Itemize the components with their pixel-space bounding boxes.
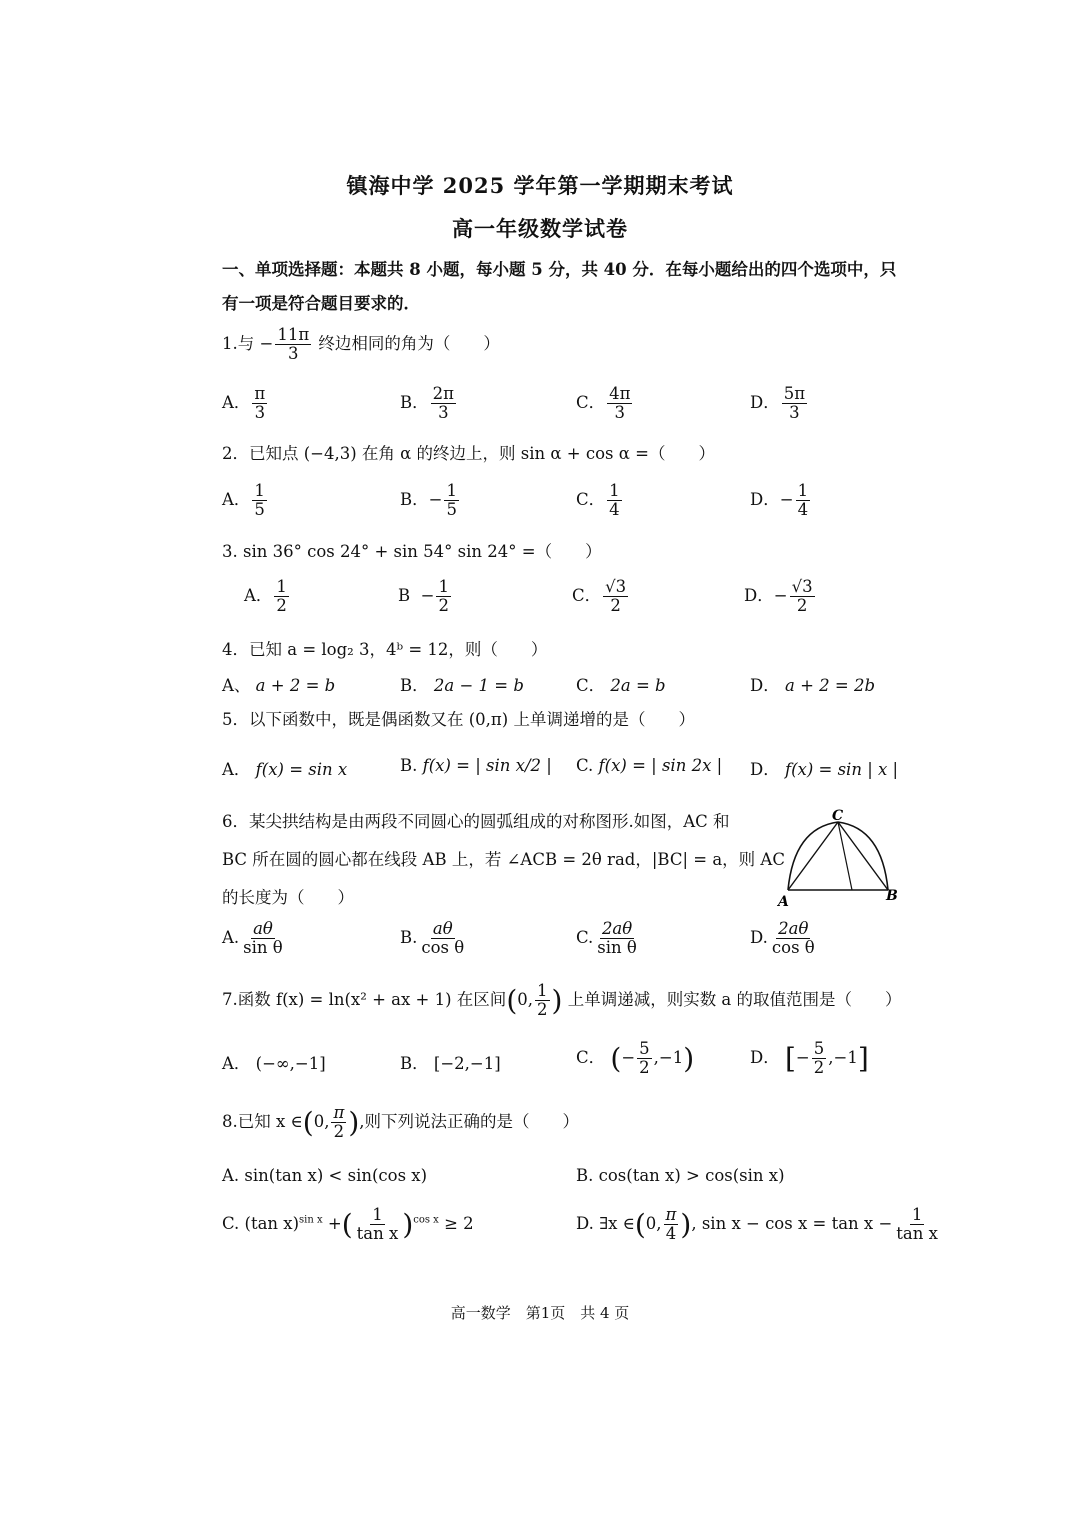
option-num: aθ	[432, 919, 453, 938]
optd-prefix: D. ∃x ∈	[576, 1214, 635, 1234]
option-label: A．	[244, 586, 273, 606]
option-den: 3	[614, 403, 626, 423]
q8-option-a[interactable]: A. sin(tan x) < sin(cos x)	[222, 1166, 428, 1185]
q2-option-b[interactable]	[400, 482, 461, 519]
option-text: a + 2 = b	[255, 676, 336, 695]
option-num: aθ	[253, 919, 273, 938]
option-sign: −	[779, 490, 794, 510]
option-num: 1	[609, 481, 620, 500]
optc-suffix: ≥ 2	[444, 1214, 474, 1234]
option-label: D．	[750, 676, 780, 695]
option-label: B.	[400, 756, 418, 775]
option-label: D．	[750, 760, 780, 779]
option-label: C．	[576, 393, 606, 413]
option-den: sin θ	[597, 938, 637, 958]
q6-option-b[interactable]	[400, 920, 468, 957]
option-num: 2aθ	[778, 919, 809, 938]
q3-option-b[interactable]	[398, 578, 453, 615]
option-sign: −	[773, 586, 788, 606]
q1-option-d[interactable]	[750, 385, 809, 422]
option-label: C．	[572, 586, 602, 606]
option-den: 2	[610, 596, 621, 616]
q4-option-d[interactable]	[750, 672, 875, 696]
option-label: B．	[400, 490, 429, 510]
option-num: 1	[446, 481, 457, 500]
option-den: 2	[813, 1058, 825, 1078]
option-den: 3	[789, 403, 800, 423]
option-num: 1	[438, 577, 449, 596]
option-num: √3	[605, 577, 627, 596]
q5-option-a[interactable]	[222, 756, 347, 780]
q2-option-d[interactable]	[750, 482, 812, 519]
option-label: C．	[576, 676, 606, 695]
option-label: A.	[222, 928, 240, 948]
question-8: 8.已知 x ∈(0, $\frac{\pi}{2}$ ),则下列说法正确的是（ ）	[222, 1103, 579, 1142]
q1-num: 11π	[277, 325, 310, 344]
q7-interval-num: 1	[537, 981, 548, 1000]
option-den: 5	[254, 500, 265, 520]
option-sign: −	[420, 586, 435, 606]
option-den: 2	[438, 596, 449, 616]
q7-option-c[interactable]: C． (− $\frac{5}{2}$ ,−1)	[576, 1039, 695, 1078]
q4-option-c[interactable]	[576, 672, 666, 696]
q8-prefix: 8.已知 x ∈	[222, 1112, 303, 1132]
option-rest: ,−1	[828, 1048, 858, 1068]
pointed-arch-figure	[770, 808, 900, 908]
optd-num2: 1	[911, 1205, 923, 1224]
q2-option-a[interactable]	[222, 482, 269, 519]
question-4: 4．已知 a = log₂ 3，4ᵇ = 12，则（ ）	[222, 640, 548, 659]
q7-option-d[interactable]: D． [− $\frac{5}{2}$ ,−1]	[750, 1039, 869, 1078]
option-num: 2π	[432, 384, 454, 403]
exam-title: 镇海中学 2025 学年第一学期期末考试	[346, 173, 734, 198]
q1-suffix: 终边相同的角为（ ）	[318, 334, 500, 354]
q1-prefix: 1.与 −	[222, 334, 274, 354]
label-b: B	[886, 888, 898, 904]
option-text: 2a − 1 = b	[433, 676, 524, 695]
option-den: 2	[796, 596, 808, 616]
option-den: cos θ	[421, 938, 465, 958]
option-open-bracket: (	[610, 1042, 622, 1076]
q1-den: 3	[288, 344, 299, 364]
q8-option-d[interactable]: D. ∃x ∈(0, $\frac{\pi}{4}$ ), sin x − cos x = tan x − $\frac{1}{\text{tan x}}$	[576, 1205, 938, 1244]
option-label: C.	[576, 928, 594, 948]
q7-option-a[interactable]	[222, 1050, 326, 1074]
option-num: 1	[254, 481, 265, 500]
optd-mid: , sin x − cos x = tan x −	[691, 1214, 893, 1234]
q7-suffix: 上单调递减，则实数 a 的取值范围是（ ）	[567, 990, 902, 1010]
option-label: B．	[400, 676, 429, 695]
option-den: 5	[446, 500, 457, 520]
q3-option-c[interactable]	[572, 578, 630, 615]
question-6-line1: 6．某尖拱结构是由两段不同圆心的圆弧组成的对称图形.如图，AC 和	[222, 812, 730, 831]
option-num: √3	[791, 577, 813, 596]
optc-prefix: C. (tan x)	[222, 1214, 300, 1234]
option-rest: ,−1	[653, 1048, 684, 1068]
option-num: 5π	[783, 384, 806, 403]
option-label: C.	[576, 756, 594, 775]
question-6-line3: 的长度为（ ）	[222, 888, 354, 907]
option-label: B	[398, 586, 411, 606]
q2-option-c[interactable]	[576, 482, 624, 519]
option-text: f(x) = sin | x |	[784, 760, 899, 779]
option-label: A．	[222, 1054, 251, 1073]
option-sign: −	[428, 490, 443, 510]
q1-option-c[interactable]	[576, 385, 634, 422]
q6-option-d[interactable]	[750, 920, 819, 957]
exam-subtitle: 高一年级数学试卷	[452, 216, 628, 241]
option-num: 1	[797, 481, 809, 500]
option-label: B.	[400, 928, 418, 948]
option-den: 2	[276, 596, 287, 616]
option-text: 2a = b	[610, 676, 666, 695]
option-close-bracket: )	[683, 1042, 695, 1076]
section-header-line2: 有一项是符合题目要求的．	[222, 294, 420, 313]
option-text: [−2,−1]	[433, 1054, 501, 1073]
optd-den1: 4	[665, 1224, 677, 1244]
q8-interval-num: π	[333, 1103, 345, 1122]
option-close-bracket: ]	[857, 1042, 869, 1076]
q6-option-c[interactable]	[576, 920, 641, 957]
q8-interval-den: 2	[333, 1122, 345, 1142]
option-den: sin θ	[243, 938, 283, 958]
option-text: f(x) = sin x	[255, 760, 348, 779]
question-6-line2: BC 所在圆的圆心都在线段 AB 上，若 ∠ACB = 2θ rad，|BC| = a，则 AC	[222, 850, 785, 869]
option-label: D.	[750, 928, 768, 948]
q5-option-b[interactable]	[400, 756, 552, 775]
section-header-line1: 一、单项选择题：本题共 8 小题，每小题 5 分，共 40 分．在每小题给出的四个选项中，只	[222, 260, 897, 279]
optd-num1: π	[665, 1205, 677, 1224]
option-den: cos θ	[771, 938, 815, 958]
option-label: C．	[576, 1048, 606, 1068]
question-3: 3. sin 36° cos 24° + sin 54° sin 24° =（ ）	[222, 542, 602, 561]
label-a: A	[778, 894, 789, 908]
question-1	[222, 326, 500, 363]
q8-suffix: ,则下列说法正确的是（ ）	[359, 1112, 579, 1132]
option-den: 4	[609, 500, 620, 520]
question-2: 2．已知点 (−4,3) 在角 α 的终边上，则 sin α + cos α =（ ）	[222, 444, 715, 463]
option-num: 1	[276, 577, 287, 596]
option-label: B．	[400, 1054, 429, 1073]
option-label: B．	[400, 393, 429, 413]
q1-option-a[interactable]	[222, 385, 269, 422]
q5-option-d[interactable]	[750, 756, 898, 780]
option-num: π	[254, 384, 266, 403]
label-c: C	[832, 808, 844, 824]
option-label: D．	[744, 586, 774, 606]
option-label: A．	[222, 760, 251, 779]
option-text: f(x) = | sin x/2 |	[422, 756, 552, 775]
q4-option-b[interactable]	[400, 672, 524, 696]
q7-prefix: 7.函数 f(x) = ln(x² + ax + 1) 在区间	[222, 990, 507, 1010]
option-label: A．	[222, 490, 251, 510]
q6-option-a[interactable]	[222, 920, 287, 957]
option-text: a + 2 = 2b	[784, 676, 876, 695]
option-den: 4	[797, 500, 809, 520]
q7-interval-den: 2	[537, 1000, 548, 1020]
optd-den2: tan x	[896, 1224, 938, 1244]
optc-den: tan x	[356, 1224, 399, 1244]
q8-interval-left: 0,	[313, 1112, 330, 1132]
optc-exp1: sin x	[299, 1214, 323, 1226]
q7-option-b[interactable]	[400, 1050, 501, 1074]
option-label: A、	[222, 676, 251, 695]
q3-option-d[interactable]	[744, 578, 817, 615]
option-num: 5	[813, 1039, 825, 1058]
q1-option-b[interactable]	[400, 385, 458, 422]
option-den: 3	[254, 403, 266, 423]
question-5: 5．以下函数中，既是偶函数又在 (0,π) 上单调递增的是（ ）	[222, 710, 695, 729]
option-num: 4π	[609, 384, 631, 403]
option-label: D．	[750, 1048, 780, 1068]
optc-num: 1	[372, 1205, 383, 1224]
q8-option-b[interactable]: B. cos(tan x) > cos(sin x)	[576, 1166, 785, 1185]
page-footer: 高一数学 第1页 共 4 页	[450, 1304, 630, 1322]
option-den: 2	[639, 1058, 650, 1078]
option-label: C．	[576, 490, 606, 510]
option-open-bracket: [	[784, 1042, 796, 1076]
option-text: (−∞,−1]	[255, 1054, 326, 1073]
q3-option-a[interactable]	[244, 578, 291, 615]
question-7: 7.函数 f(x) = ln(x² + ax + 1) 在区间(0, $\frac{1}{2}$ ) 上单调递减，则实数 a 的取值范围是（ ）	[222, 981, 902, 1020]
option-den: 3	[438, 403, 449, 423]
option-num: 2aθ	[601, 919, 633, 938]
option-label: D．	[750, 490, 780, 510]
q7-interval-left: 0,	[517, 990, 533, 1010]
option-text: f(x) = | sin 2x |	[598, 756, 723, 775]
optc-exp2: cos x	[413, 1214, 439, 1226]
q1-fraction	[275, 326, 311, 363]
option-num: 5	[639, 1039, 650, 1058]
q5-option-c[interactable]	[576, 756, 722, 775]
q8-option-c[interactable]: C. (tan x)$^{sin x}$ +( $\frac{1}{\text{tan x}}$ )$^{cos x}$ ≥ 2	[222, 1205, 474, 1244]
q4-option-a[interactable]	[222, 672, 335, 696]
option-label: A．	[222, 393, 251, 413]
option-label: D．	[750, 393, 780, 413]
